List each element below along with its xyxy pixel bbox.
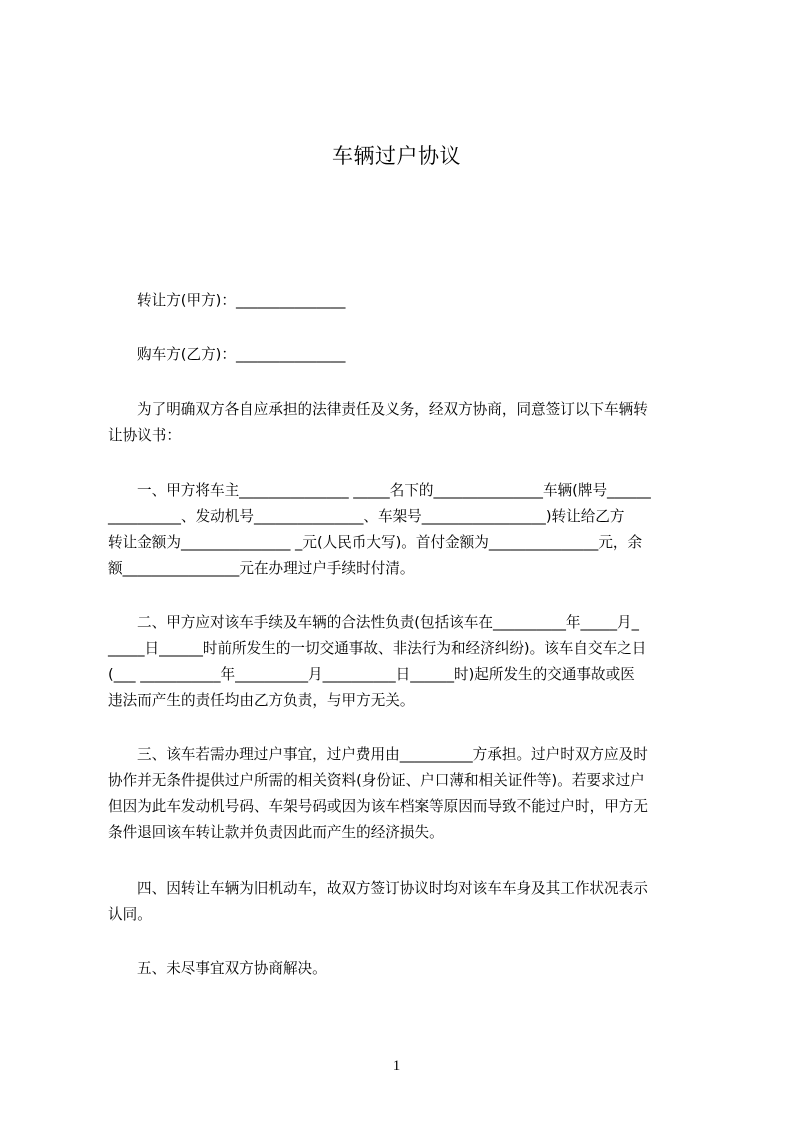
clause2-line-2: _____日______时前所发生的一切交通事故、非法行为和经济纠纷)。该车自交车之日 [108, 640, 647, 657]
document-title: 车辆过户协议 [332, 144, 461, 168]
clause4-line-1: 四、因转让车辆为旧机动车，故双方签订协议时均对该车车身及其工作状况表示 [137, 880, 648, 897]
intro-line-1: 为了明确双方各自应承担的法律责任及义务，经双方协商，同意签订以下车辆转 [137, 401, 648, 418]
clause1-line-3: 转让金额为_______________ _元(人民币大写)。首付金额为_______________元，余 [108, 534, 643, 551]
transferor-line: 转让方(甲方)：_______________ [137, 292, 346, 309]
clause1-line-2: __________、发动机号_______________、车架号_________________)转让给乙方 [108, 508, 625, 525]
clause4-line-2: 认同。 [108, 906, 152, 923]
clause3-line-3: 但因为此车发动机号码、车架号码或因为该车档案等原因而导致不能过户时，甲方无 [108, 798, 648, 815]
clause1-line-1: 一、甲方将车主_______________ _____名下的_______________车辆(牌号______ [137, 482, 651, 499]
clause3-line-2: 协作并无条件提供过户所需的相关资料(身份证、户口薄和相关证件等)。若要求过户 [108, 772, 645, 789]
clause2-line-3: (___ ___________年__________月__________日______时)起所发生的交通事故或医 [108, 666, 635, 683]
clause3-line-1: 三、该车若需办理过户事宜，过户费用由__________方承担。过户时双方应及时 [137, 746, 648, 763]
clause2-line-1: 二、甲方应对该车手续及车辆的合法性负责(包括该车在__________年_____月_ [137, 614, 639, 631]
clause3-line-4: 条件退回该车转让款并负责因此而产生的经济损失。 [108, 824, 444, 841]
clause1-line-4: 额________________元在办理过户手续时付清。 [108, 560, 415, 577]
clause2-line-4: 违法而产生的责任均由乙方负责，与甲方无关。 [108, 692, 415, 709]
clause5-line: 五、未尽事宜双方协商解决。 [137, 960, 327, 977]
intro-line-2: 让协议书： [108, 427, 181, 444]
transferee-line: 购车方(乙方)：_______________ [137, 346, 346, 363]
page-number: 1 [392, 1058, 401, 1074]
